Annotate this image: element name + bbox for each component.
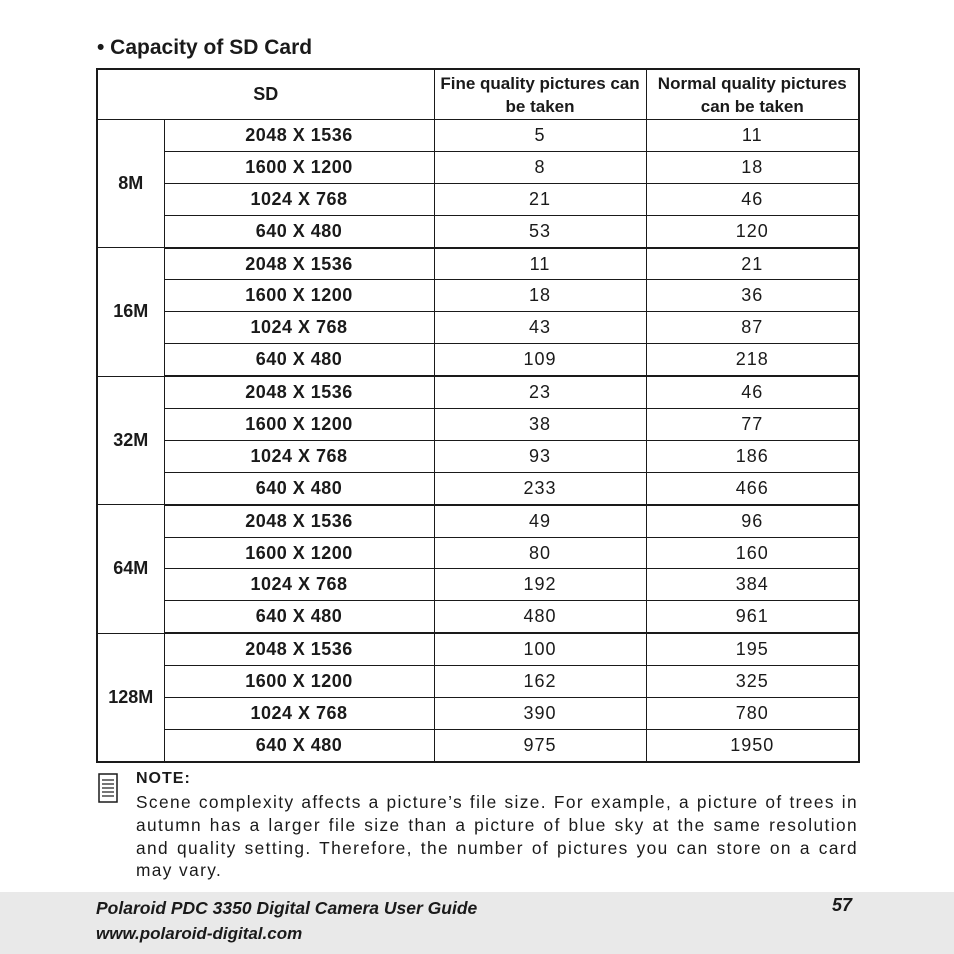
card-size-cell: 8M [97,120,164,248]
table-row [97,537,859,569]
table-row [97,312,859,344]
normal-count-cell: 961 [646,601,859,633]
table-row [97,151,859,183]
resolution-cell: 1024 X 768 [164,440,434,472]
table-body [97,120,859,762]
resolution-cell: 1024 X 768 [164,569,434,601]
sd-capacity-table [96,68,860,763]
table-row [97,698,859,730]
fine-count-cell: 192 [434,569,646,601]
page-number: 57 [832,895,853,915]
resolution-cell: 1024 X 768 [164,183,434,215]
table-row [97,344,859,376]
normal-count-cell: 780 [646,698,859,730]
resolution-cell: 2048 X 1536 [164,633,434,665]
resolution-cell: 640 X 480 [164,729,434,761]
fine-count-cell: 233 [434,472,646,504]
resolution-cell: 1600 X 1200 [164,666,434,698]
note-icon [98,773,118,803]
fine-count-cell: 100 [434,633,646,665]
resolution-cell: 1600 X 1200 [164,409,434,441]
normal-count-cell: 1950 [646,729,859,761]
fine-count-cell: 43 [434,312,646,344]
normal-count-cell: 46 [646,376,859,408]
fine-count-cell: 8 [434,151,646,183]
resolution-cell: 1600 X 1200 [164,151,434,183]
resolution-cell: 2048 X 1536 [164,376,434,408]
resolution-cell: 2048 X 1536 [164,120,434,152]
footer-title: Polaroid PDC 3350 Digital Camera User Guide [96,898,478,918]
table-row [97,280,859,312]
resolution-cell: 2048 X 1536 [164,248,434,280]
card-size-cell: 16M [97,248,164,377]
table-row [97,120,859,152]
resolution-cell: 1024 X 768 [164,698,434,730]
normal-count-cell: 325 [646,666,859,698]
normal-count-cell: 46 [646,183,859,215]
resolution-cell: 2048 X 1536 [164,505,434,537]
normal-count-cell: 21 [646,248,859,280]
table-row [97,569,859,601]
resolution-cell: 640 X 480 [164,344,434,376]
table-row [97,376,859,408]
fine-count-cell: 23 [434,376,646,408]
normal-count-cell: 87 [646,312,859,344]
resolution-cell: 640 X 480 [164,601,434,633]
table-row [97,729,859,761]
header-normal-quality: Normal quality pictures can be taken [646,69,859,120]
table-row [97,472,859,504]
fine-count-cell: 53 [434,215,646,247]
table-row [97,183,859,215]
fine-count-cell: 38 [434,409,646,441]
card-size-cell: 32M [97,376,164,505]
note-text: Scene complexity affects a picture’s file size. For example, a picture of trees in autumn has a larger file size than a picture of blue sky at the same resolution and quality setting. Therefore, the number of pictures you can store on a card may vary. [136,792,858,881]
normal-count-cell: 466 [646,472,859,504]
header-fine-quality: Fine quality pictures can be taken [434,69,646,120]
normal-count-cell: 384 [646,569,859,601]
normal-count-cell: 160 [646,537,859,569]
fine-count-cell: 109 [434,344,646,376]
fine-count-cell: 11 [434,248,646,280]
normal-count-cell: 18 [646,151,859,183]
normal-count-cell: 77 [646,409,859,441]
table-row [97,505,859,537]
table-row [97,601,859,633]
table-header-row [97,69,859,120]
table-row [97,248,859,280]
table-row [97,440,859,472]
table-row [97,633,859,665]
normal-count-cell: 96 [646,505,859,537]
fine-count-cell: 18 [434,280,646,312]
resolution-cell: 640 X 480 [164,472,434,504]
fine-count-cell: 80 [434,537,646,569]
normal-count-cell: 120 [646,215,859,247]
table-row [97,409,859,441]
table-row [97,215,859,247]
normal-count-cell: 36 [646,280,859,312]
fine-count-cell: 21 [434,183,646,215]
fine-count-cell: 480 [434,601,646,633]
footer-url: www.polaroid-digital.com [96,924,303,943]
fine-count-cell: 49 [434,505,646,537]
resolution-cell: 1600 X 1200 [164,280,434,312]
note-label: NOTE: [136,770,191,787]
page-title: • Capacity of SD Card [97,36,313,59]
fine-count-cell: 162 [434,666,646,698]
resolution-cell: 1600 X 1200 [164,537,434,569]
fine-count-cell: 5 [434,120,646,152]
fine-count-cell: 93 [434,440,646,472]
card-size-cell: 64M [97,505,164,634]
table-row [97,666,859,698]
fine-count-cell: 390 [434,698,646,730]
normal-count-cell: 218 [646,344,859,376]
resolution-cell: 640 X 480 [164,215,434,247]
normal-count-cell: 11 [646,120,859,152]
normal-count-cell: 195 [646,633,859,665]
resolution-cell: 1024 X 768 [164,312,434,344]
fine-count-cell: 975 [434,729,646,761]
card-size-cell: 128M [97,633,164,762]
header-sd: SD [97,69,434,120]
normal-count-cell: 186 [646,440,859,472]
